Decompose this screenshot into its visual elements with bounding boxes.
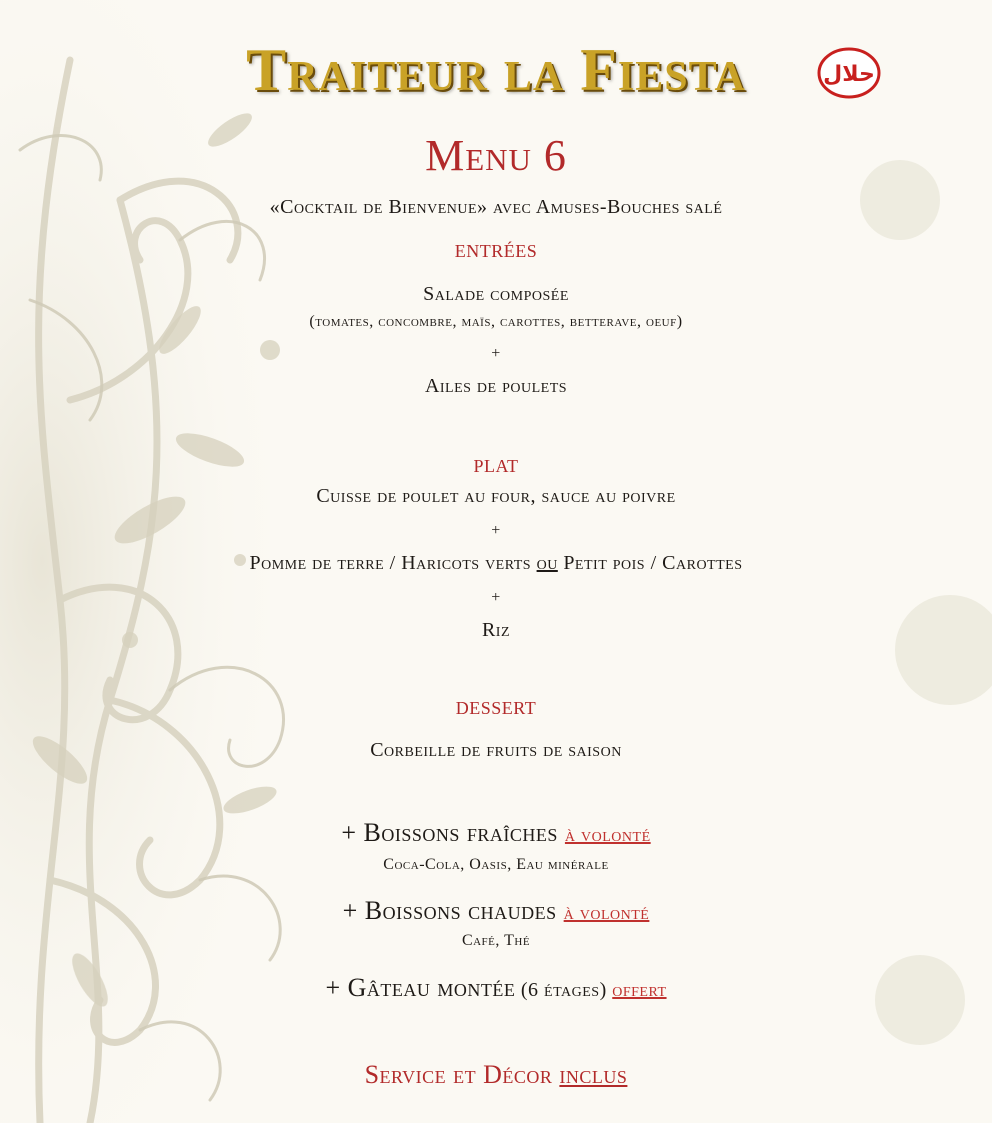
entree-salade-detail: (tomates, concombre, maïs, carottes, betterave, oeuf)	[309, 313, 683, 330]
dessert-corbeille: Corbeille de fruits de saison	[370, 739, 622, 761]
plat-garniture	[0, 552, 992, 575]
plat-garniture-or: ou	[536, 552, 558, 574]
extra-gateau	[0, 973, 992, 1003]
extra-boissons-chaudes-label: + Boissons chaudes	[342, 896, 557, 925]
plat-cuisse: Cuisse de poulet au four, sauce au poivre	[316, 485, 676, 507]
extra-boissons-fraiches-tag: à volonté	[564, 824, 651, 846]
extra-gateau-tag: offert	[612, 979, 667, 1001]
extra-boissons-fraiches-label: + Boissons fraîches	[341, 818, 558, 847]
extra-boissons-chaudes-list: Café, Thé	[461, 932, 531, 949]
plat-garniture-part1: Pomme de terre / Haricots verts	[249, 552, 537, 574]
plat-heading: plat	[473, 449, 519, 478]
entree-salade: Salade composée	[423, 283, 569, 305]
entrees-heading: entrées	[454, 234, 538, 263]
plat-plus-1: +	[491, 522, 501, 539]
entree-plus: +	[491, 345, 501, 362]
welcome-cocktail: «Cocktail de Bienvenue» avec Amuses-Bouches salé	[269, 196, 723, 218]
plat-riz: Riz	[481, 619, 511, 641]
plat-garniture-part2: Petit pois / Carottes	[557, 552, 743, 574]
menu-title: Menu 6	[425, 131, 567, 180]
extra-boissons-chaudes	[0, 896, 992, 926]
halal-badge-text: حلال	[823, 62, 875, 87]
extra-boissons-chaudes-tag: à volonté	[563, 902, 650, 924]
service-decor-footer	[0, 1060, 992, 1090]
entree-ailes: Ailes de poulets	[424, 375, 568, 397]
halal-icon	[816, 46, 882, 100]
extra-boissons-fraiches-list: Coca-Cola, Oasis, Eau minérale	[383, 856, 609, 873]
extra-boissons-fraiches	[0, 818, 992, 848]
plat-plus-2: +	[491, 589, 501, 606]
dessert-heading: dessert	[455, 691, 537, 720]
brand-title: Traiteur la Fiesta	[246, 37, 746, 103]
extra-gateau-label: + Gâteau montée	[325, 973, 516, 1002]
service-decor-label: Service et Décor	[364, 1060, 560, 1089]
extra-gateau-detail: (6 étages)	[515, 979, 613, 1001]
service-decor-tag: inclus	[559, 1060, 628, 1089]
